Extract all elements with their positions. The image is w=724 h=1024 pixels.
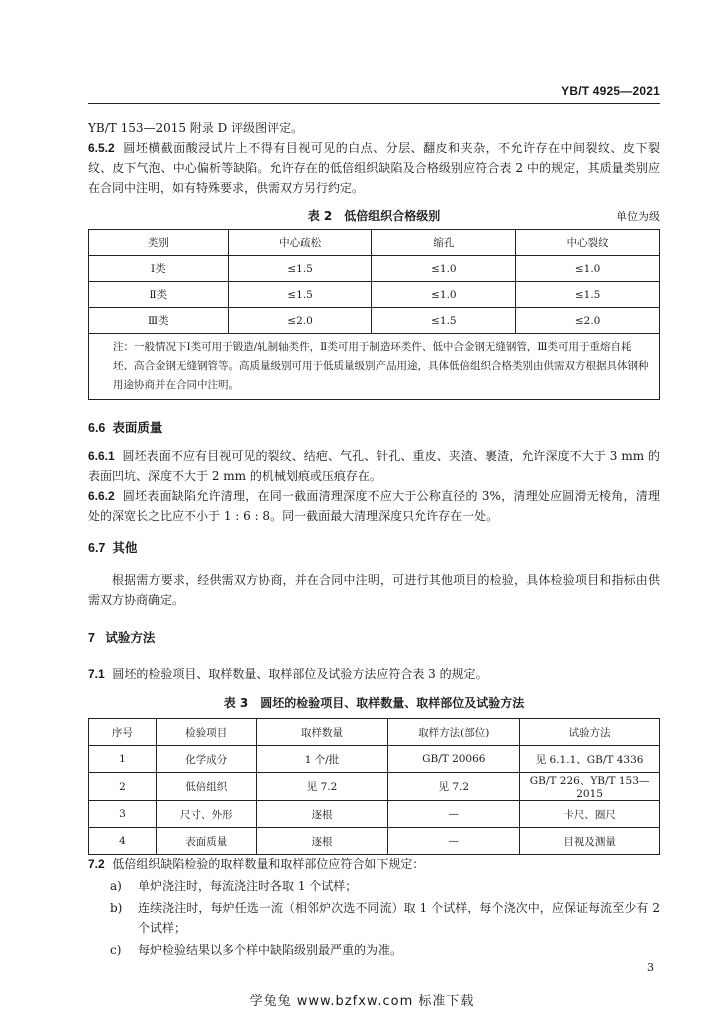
clause-number: 6.6.1 xyxy=(88,449,115,463)
table-cell: 2 xyxy=(89,773,157,801)
table-row xyxy=(89,828,660,855)
table-header-cell: 类别 xyxy=(89,230,229,256)
table-cell: Ⅰ类 xyxy=(89,256,229,282)
table-cell: 逐根 xyxy=(256,828,388,855)
table-cell: GB/T 226、YB/T 153—2015 xyxy=(520,773,660,801)
clause-7-2 xyxy=(88,854,660,874)
section-6-6-heading xyxy=(88,418,162,436)
table-cell: ≤1.0 xyxy=(372,256,516,282)
section-title: 试验方法 xyxy=(105,631,156,645)
table-row xyxy=(89,282,660,308)
table-cell: 逐根 xyxy=(256,801,388,828)
table2-title: 表 2 低倍组织合格级别 xyxy=(307,209,441,223)
table-header-cell: 缩孔 xyxy=(372,230,516,256)
section-7-heading xyxy=(88,628,155,646)
table3 xyxy=(88,718,660,855)
table-cell: GB/T 20066 xyxy=(388,746,520,773)
clause-7-2-list xyxy=(110,876,660,960)
table-cell: ≤1.0 xyxy=(372,282,516,308)
page-number: 3 xyxy=(647,961,654,974)
table-header-cell: 中心裂纹 xyxy=(516,230,660,256)
section-number: 6.6 xyxy=(88,421,106,435)
section-title: 其他 xyxy=(112,541,138,555)
table-row xyxy=(89,746,660,773)
header-rule xyxy=(88,103,660,104)
table-cell: ≤1.0 xyxy=(516,256,660,282)
clause-6-6-1 xyxy=(88,446,660,486)
clause-text: 圆坯表面不应有目视可见的裂纹、结疤、气孔、针孔、重皮、夹渣、裹渣，允许深度不大于 3 mm 的表面凹坑、深度不大于 2 mm 的机械划痕或压痕存在。 xyxy=(88,449,660,483)
list-marker: c) xyxy=(110,943,122,957)
table-row xyxy=(89,773,660,801)
clause-number: 6.6.2 xyxy=(88,489,115,503)
list-item-text: 单炉浇注时，每流浇注时各取 1 个试样； xyxy=(138,879,358,893)
section-number: 6.7 xyxy=(88,541,106,555)
table-cell: 1 xyxy=(89,746,157,773)
footer-watermark: 学兔兔 www.bzfxw.com 标准下载 xyxy=(249,994,475,1009)
table2 xyxy=(88,229,660,400)
clause-6-6-2 xyxy=(88,486,660,526)
table-cell: — xyxy=(388,828,520,855)
table-cell: ≤1.5 xyxy=(228,256,372,282)
table-cell: 4 xyxy=(89,828,157,855)
list-item xyxy=(110,876,660,896)
section-number: 7 xyxy=(88,631,95,645)
table-header-cell: 序号 xyxy=(89,719,157,746)
table-cell: 低倍组织 xyxy=(156,773,256,801)
clause-number: 7.2 xyxy=(88,857,105,871)
section-6-7-heading xyxy=(88,538,137,556)
table-cell: 目视及测量 xyxy=(520,828,660,855)
table-header-cell: 检验项目 xyxy=(156,719,256,746)
standard-code: YB/T 4925—2021 xyxy=(561,84,660,98)
table-note-row xyxy=(89,334,660,400)
clause-text: 低倍组织缺陷检验的取样数量和取样部位应符合如下规定： xyxy=(112,857,425,871)
table-cell: Ⅲ类 xyxy=(89,308,229,334)
table-row xyxy=(89,308,660,334)
table-header-row xyxy=(89,719,660,746)
table-header-cell: 取样数量 xyxy=(256,719,388,746)
table-cell: 卡尺、圈尺 xyxy=(520,801,660,828)
table-cell: 1 个/批 xyxy=(256,746,388,773)
table-cell: ≤1.5 xyxy=(516,282,660,308)
clause-text: 圆坯的检验项目、取样数量、取样部位及试验方法应符合表 3 的规定。 xyxy=(112,667,488,681)
table-cell: 见 6.1.1、GB/T 4336 xyxy=(520,746,660,773)
table-header-cell: 试验方法 xyxy=(520,719,660,746)
table2-unit: 单位为级 xyxy=(616,210,660,223)
clause-text: 圆坯横截面酸浸试片上不得有目视可见的白点、分层、翻皮和夹杂，不允许存在中间裂纹、皮下裂纹、皮下气泡、中心偏析等缺陷。允许存在的低倍组织缺陷及合格级别应符合表 2 中的规定，其质量类别应在合同中注明，如有特殊要求，供需双方另行约定。 xyxy=(88,141,660,195)
table2-note: 注：一般情况下Ⅰ类可用于锻造/轧制轴类件，Ⅱ类可用于制造环类件、低中合金钢无缝钢管，Ⅲ类可用于重熔自耗坯、高合金钢无缝钢管等。高质量级别可用于低质量级别产品用途，具体低倍组织合格类别由供需双方根据具体钢种用途协商并在合同中注明。 xyxy=(89,334,660,400)
list-marker: b) xyxy=(110,901,123,915)
table-cell: ≤1.5 xyxy=(372,308,516,334)
table-cell: ≤2.0 xyxy=(516,308,660,334)
table-header-cell: 中心疏松 xyxy=(228,230,372,256)
paragraph-continuation: YB/T 153—2015 附录 D 评级图评定。 xyxy=(88,121,304,135)
table-cell: ≤2.0 xyxy=(228,308,372,334)
list-item xyxy=(110,940,660,960)
table-cell: 3 xyxy=(89,801,157,828)
list-item-text: 每炉检验结果以多个样中缺陷级别最严重的为准。 xyxy=(138,943,403,957)
table-cell: 尺寸、外形 xyxy=(156,801,256,828)
clause-number: 7.1 xyxy=(88,667,105,681)
table-cell: 化学成分 xyxy=(156,746,256,773)
section-6-7-text: 根据需方要求，经供需双方协商，并在合同中注明，可进行其他项目的检验，具体检验项目和指标由供需双方协商确定。 xyxy=(88,573,660,607)
table-cell: 见 7.2 xyxy=(256,773,388,801)
list-item xyxy=(110,898,660,938)
table-header-cell: 取样方法(部位) xyxy=(388,719,520,746)
table-header-row xyxy=(89,230,660,256)
table-cell: Ⅱ类 xyxy=(89,282,229,308)
table-cell: 见 7.2 xyxy=(388,773,520,801)
clause-6-5-2 xyxy=(88,138,660,198)
table-row xyxy=(89,256,660,282)
table-cell: ≤1.5 xyxy=(228,282,372,308)
list-marker: a) xyxy=(110,879,122,893)
list-item-text: 连续浇注时，每炉任选一流（相邻炉次选不同流）取 1 个试样，每个浇次中，应保证每流至少有 2 个试样； xyxy=(138,901,660,935)
clause-number: 6.5.2 xyxy=(88,141,115,155)
table-cell: 表面质量 xyxy=(156,828,256,855)
clause-text: 圆坯表面缺陷允许清理，在同一截面清理深度不应大于公称直径的 3%，清理处应圆滑无棱角，清理处的深宽长之比应不小于 1 : 6 : 8。同一截面最大清理深度只允许存在一处。 xyxy=(88,489,660,523)
table-row xyxy=(89,801,660,828)
table3-title: 表 3 圆坯的检验项目、取样数量、取样部位及试验方法 xyxy=(223,696,525,710)
table-cell: — xyxy=(388,801,520,828)
clause-7-1 xyxy=(88,664,660,684)
section-title: 表面质量 xyxy=(112,421,163,435)
